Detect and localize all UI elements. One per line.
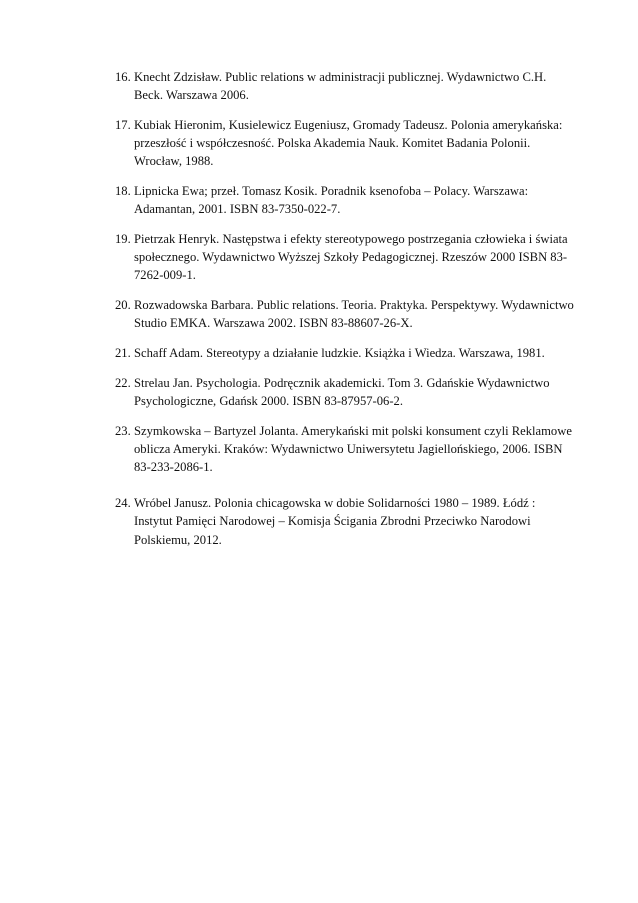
entry-text: Lipnicka Ewa; przeł. Tomasz Kosik. Poradnik ksenofoba – Polacy. Warszawa: Adamantan, 2001. ISBN 83-7350-022-7. (134, 184, 529, 217)
entry-text: Knecht Zdzisław. Public relations w administracji publicznej. Wydawnictwo C.H. Beck. Warszawa 2006. (134, 70, 547, 103)
bibliography-entry (115, 344, 575, 362)
entry-number: 18. (115, 184, 131, 199)
entry-number: 16. (115, 70, 131, 84)
entry-number: 24. (115, 496, 131, 511)
bibliography-entry (115, 116, 575, 171)
entry-text: Schaff Adam. Stereotypy a działanie ludzkie. Książka i Wiedza. Warszawa, 1981. (134, 345, 545, 360)
bibliography-entry (115, 494, 575, 549)
bibliography-entry (115, 296, 575, 332)
bibliography-entry (115, 374, 575, 410)
entry-number: 19. (115, 231, 131, 246)
entry-text: Szymkowska – Bartyzel Jolanta. Amerykański mit polski konsument czyli Reklamowe oblicza Ameryki. Kraków: Wydawnictwo Uniwersytetu Jagiellońskiego, 2006. ISBN 83-233-2086-1. (134, 423, 572, 474)
entry-number: 21. (115, 345, 131, 360)
entry-number: 23. (115, 423, 131, 438)
entry-number: 17. (115, 117, 131, 132)
entry-text: Rozwadowska Barbara. Public relations. Teoria. Praktyka. Perspektywy. Wydawnictwo Studio EMKA. Warszawa 2002. ISBN 83-88607-26-X. (134, 298, 574, 331)
entry-text: Wróbel Janusz. Polonia chicagowska w dobie Solidarności 1980 – 1989. Łódź : Instytut Pamięci Narodowej – Komisja Ścigania Zbrodni Przeciwko Narodowi Polskiemu, 2012. (134, 496, 536, 547)
entry-text: Pietrzak Henryk. Następstwa i efekty stereotypowego postrzegania człowieka i świata społecznego. Wydawnictwo Wyższej Szkoły Pedagogicznej. Rzeszów 2000 ISBN 83-7262-009-1. (134, 231, 568, 283)
entry-number: 20. (115, 298, 131, 313)
bibliography-entry (115, 68, 575, 104)
bibliography-list (115, 68, 575, 560)
entry-text: Kubiak Hieronim, Kusielewicz Eugeniusz, Gromady Tadeusz. Polonia amerykańska: przeszłość i współczesność. Polska Akademia Nauk. Komitet Badania Polonii. Wrocław, 1988. (134, 117, 563, 169)
bibliography-entry (115, 422, 575, 477)
entry-text: Strelau Jan. Psychologia. Podręcznik akademicki. Tom 3. Gdańskie Wydawnictwo Psychologiczne, Gdańsk 2000. ISBN 83-87957-06-2. (134, 375, 550, 408)
bibliography-entry (115, 230, 575, 285)
entry-number: 22. (115, 375, 131, 390)
bibliography-entry (115, 182, 575, 218)
